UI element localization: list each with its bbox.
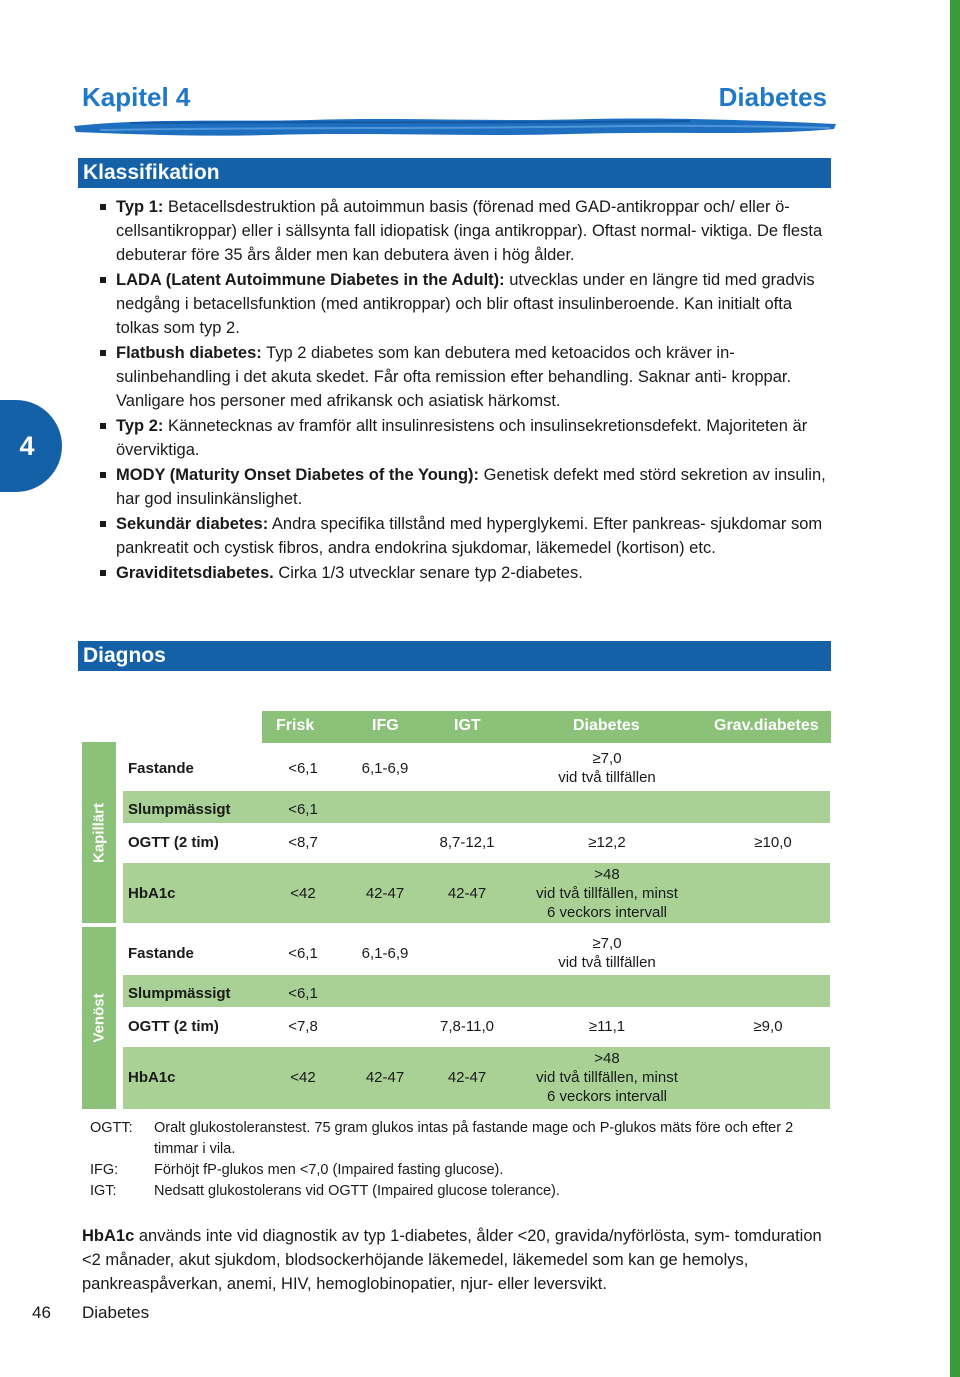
cell-diabetes: ≥11,1 [588,1018,626,1035]
cell-diabetes: ≥7,0 vid två tillfällen [558,935,656,971]
table-header [262,711,831,743]
block-label-venost: Venöst [90,993,108,1043]
page-edge-stripe [950,0,960,1377]
cell-frisk: <7,8 [288,1018,318,1035]
list-item: Graviditetsdiabetes. Cirka 1/3 utvecklar senare typ 2-diabetes. [98,561,826,585]
cell-ifg: 42-47 [365,1069,405,1086]
footer-label: Diabetes [82,1303,150,1322]
cell-frisk: <6,1 [288,801,318,818]
footnote-abbr: OGTT: [90,1120,133,1136]
page-number: 46 [32,1303,51,1322]
cell-igt: 42-47 [447,885,487,902]
table-row [123,1007,830,1047]
row-label: Fastande [128,760,194,777]
footnote-abbr: IFG: [90,1162,119,1178]
table-row [123,791,830,823]
row-label: OGTT (2 tim) [128,834,219,851]
cell-diabetes: ≥12,2 [588,834,626,851]
list-item: Typ 2: Kännetecknas av framför allt insulinresistens och insulinsekretionsdefekt. Majoriteten är överviktiga. [98,414,826,462]
column-header-diabetes: Diabetes [573,717,640,734]
row-label: HbA1c [128,885,176,902]
chapter-title: Diabetes [718,82,827,112]
column-header-igt: IGT [454,717,481,734]
table-row [123,823,830,863]
section-diagnos-heading: Diagnos [78,641,831,671]
cell-igt: 8,7-12,1 [439,834,495,851]
table-row [123,863,830,923]
chapter-side-tab: 4 [0,400,62,492]
cell-igt: 42-47 [447,1069,487,1086]
section-klassifikation-heading: Klassifikation [78,158,831,188]
cell-frisk: <42 [290,1069,316,1086]
row-label: HbA1c [128,1069,176,1086]
cell-ifg: 6,1-6,9 [361,760,409,777]
column-header-grav-diabetes: Grav.diabetes [714,717,819,734]
cell-igt: 7,8-11,0 [440,1018,494,1035]
cell-grav-diabetes: ≥9,0 [753,1018,783,1035]
row-label: Slumpmässigt [128,801,231,818]
cell-diabetes: >48 vid två tillfällen, minst 6 veckors intervall [536,1050,678,1105]
cell-frisk: <42 [290,885,316,902]
hba1c-paragraph: HbA1c används inte vid diagnostik av typ 1-diabetes, ålder <20, gravida/nyförlösta, sym- tomduration <2 månader, akut sjukdom, blodsockerhöjande läkemedel, läkemedel som kan ge hemolys, pankreaspåverkan, anemi, HIV, hemoglobinopatier, njur- eller leversvikt. [82,1227,822,1293]
brush-stroke-decoration [70,112,840,142]
cell-frisk: <6,1 [288,985,318,1002]
cell-frisk: <6,1 [288,760,318,777]
chapter-heading: Kapitel 4 [82,82,191,112]
cell-frisk: <8,7 [288,834,318,851]
footnote-text: Förhöjt fP-glukos men <7,0 (Impaired fasting glucose). [154,1162,504,1178]
block-label-kapillart: Kapillärt [90,802,108,864]
cell-diabetes: ≥7,0 vid två tillfällen [558,750,656,786]
table-row [123,975,830,1007]
footnote-text: Nedsatt glukostolerans vid OGTT (Impaired glucose tolerance). [154,1183,560,1199]
cell-grav-diabetes: ≥10,0 [754,834,792,851]
cell-frisk: <6,1 [288,945,318,962]
table-row [123,927,830,975]
row-label: Fastande [128,945,194,962]
column-header-ifg: IFG [372,717,399,734]
list-item: Typ 1: Betacellsdestruktion på autoimmun basis (förenad med GAD-antikroppar och/ eller ö-cellsantikroppar) eller i sällsynta fall idiopatisk (inga antikroppar). Oftast normal- viktiga. De flesta debuterar före 35 års ålder men kan debutera även i hög ålder. [98,195,826,267]
cell-diabetes: >48 vid två tillfällen, minst 6 veckors intervall [536,866,678,921]
cell-ifg: 42-47 [365,885,405,902]
list-item: Flatbush diabetes: Typ 2 diabetes som kan debutera med ketoacidos och kräver in- sulinbehandling i det akuta skedet. Får ofta remission efter behandling. Saknar anti- kroppar. Vanligare hos personer med afrikansk och asiatisk härkomst. [98,341,826,413]
table-row [123,742,830,791]
row-label: Slumpmässigt [128,985,231,1002]
list-item: LADA (Latent Autoimmune Diabetes in the Adult): utvecklas under en längre tid med gradvis nedgång i betacellsfunktion (med antikroppar) och blir oftast insulinberoende. Kan initialt ofta tolkas som typ 2. [98,268,826,340]
cell-ifg: 6,1-6,9 [361,945,409,962]
column-header-frisk: Frisk [276,717,315,734]
footnote-text: Oralt glukostoleranstest. 75 gram glukos intas på fastande mage och P-glukos mäts före och efter 2 timmar i vila. [154,1120,794,1157]
table-row [123,1047,830,1109]
list-item: MODY (Maturity Onset Diabetes of the Young): Genetisk defekt med störd sekretion av insulin, har god insulinkänslighet. [98,463,826,511]
footnote-abbr: IGT: [90,1183,117,1199]
list-item: Sekundär diabetes: Andra specifika tillstånd med hyperglykemi. Efter pankreas- sjukdomar som pankreatit och cystisk fibros, andra endokrina sjukdomar, läkemedel (kortison) etc. [98,512,826,560]
row-label: OGTT (2 tim) [128,1018,219,1035]
classification-list [98,195,826,586]
